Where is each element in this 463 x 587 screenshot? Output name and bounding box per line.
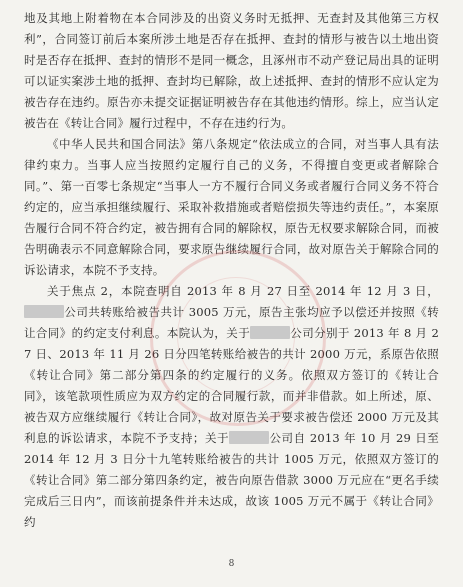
paragraph-3-part-a: 关于焦点 2，本院查明自 2013 年 8 月 27 日至 2014 年 12 月 3 日， [47, 284, 439, 298]
paragraph-3-part-b: 公司共转账给被告共计 3005 万元，原告主张均应予以偿还并按照《转让合同》的约定支付利息。本院认为，关于 [24, 305, 439, 340]
redacted-company-name [229, 431, 269, 444]
redacted-company-name [250, 326, 290, 339]
paragraph-1: 地及其地上附着物在本合同涉及的出资义务时无抵押、无查封及其他第三方权利”，合同签订前后本案所涉土地是否存在抵押、查封的情形与被告以土地出资时是否存在抵押、查封的情形不是同一概念，且涿州市不动产登记局出具的证明可以证实案涉土地的抵押、查封均已解除，故上述抵押、查封的情形不应认定为被告存在违约。原告亦未提交证据证明被告存在其他违约情形。综上，应当认定被告在《转让合同》履行过程中，不存在违约行为。 [24, 11, 439, 130]
paragraph-3 [24, 281, 439, 533]
paragraph-3-part-c: 公司分别于 2013 年 8 月 27 日、2013 年 11 月 26 日分四笔转账给被告的共计 2000 万元，系原告依照《转让合同》第二部分第四条的约定履行的义务。依照双方签订的《转让合同》，该笔款项性质应为双方约定的合同履行款，而并非借款。如上所述，原、被告双方应继续履行《转让合同》，故对原告关于要求被告偿还 2000 万元及其利息的诉讼请求，本院不予支持；关于 [24, 326, 439, 445]
paragraph-3-part-d: 公司自 2013 年 10 月 29 日至 2014 年 12 月 3 日分十九笔转账给被告的共计 1005 万元，依照双方签订的《转让合同》第二部分第四条约定，被告向原告借款 3000 万元应在“更名手续完成后三日内”，而该前提条件并未达成，故该 1005 万元不属于《转让合同》约 [24, 431, 439, 529]
redacted-company-name [24, 305, 64, 318]
paragraph-2: 《中华人民共和国合同法》第八条规定“依法成立的合同，对当事人具有法律约束力。当事人应当按照约定履行自己的义务，不得擅自变更或者解除合同。”、第一百零七条规定“当事人一方不履行合同义务或者履行合同义务不符合约定的，应当承担继续履行、采取补救措施或者赔偿损失等违约责任。”，本案原告履行合同不符合约定，被告拥有合同的解除权，原告无权要求解除合同，而被告明确表示不同意解除合同，要求原告继续履行合同，故对原告关于解除合同的诉讼请求，本院不予支持。 [24, 137, 439, 277]
page-number: 8 [228, 559, 235, 569]
